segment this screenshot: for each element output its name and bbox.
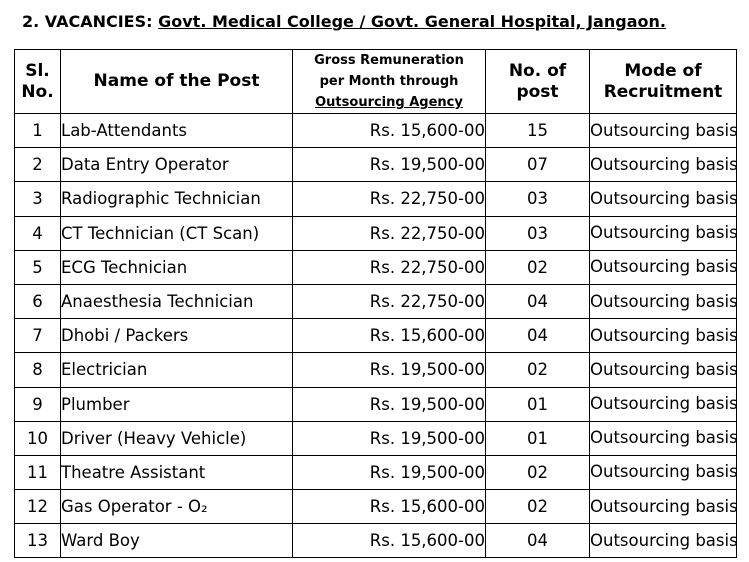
- table-row: [15, 148, 737, 182]
- cell-no-of-post: 02: [486, 250, 590, 284]
- table-row: [15, 284, 737, 318]
- header-sl-no: Sl. No.: [15, 50, 61, 114]
- cell-mode-of-recruitment: Outsourcing basis: [590, 216, 737, 250]
- table-row: [15, 455, 737, 489]
- cell-remuneration: Rs. 22,750-00: [293, 182, 486, 216]
- cell-post-name: Lab-Attendants: [61, 114, 293, 148]
- cell-remuneration: Rs. 15,600-00: [293, 490, 486, 524]
- cell-sl-no: 11: [15, 455, 61, 489]
- cell-no-of-post: 04: [486, 524, 590, 558]
- cell-remuneration: Rs. 19,500-00: [293, 421, 486, 455]
- cell-sl-no: 10: [15, 421, 61, 455]
- cell-sl-no: 13: [15, 524, 61, 558]
- cell-post-name: Radiographic Technician: [61, 182, 293, 216]
- cell-post-name: Electrician: [61, 353, 293, 387]
- section-heading: [22, 12, 666, 31]
- cell-no-of-post: 04: [486, 319, 590, 353]
- cell-remuneration: Rs. 19,500-00: [293, 455, 486, 489]
- cell-mode-of-recruitment: Outsourcing basis: [590, 524, 737, 558]
- cell-remuneration: Rs. 22,750-00: [293, 250, 486, 284]
- heading-prefix: 2. VACANCIES:: [22, 12, 153, 31]
- cell-no-of-post: 01: [486, 387, 590, 421]
- table-row: [15, 524, 737, 558]
- cell-post-name: ECG Technician: [61, 250, 293, 284]
- cell-no-of-post: 07: [486, 148, 590, 182]
- header-mode-of-recruitment: Mode of Recruitment: [590, 50, 737, 114]
- cell-mode-of-recruitment: Outsourcing basis: [590, 250, 737, 284]
- table-row: [15, 319, 737, 353]
- cell-post-name: Ward Boy: [61, 524, 293, 558]
- cell-post-name: Theatre Assistant: [61, 455, 293, 489]
- cell-sl-no: 9: [15, 387, 61, 421]
- cell-sl-no: 12: [15, 490, 61, 524]
- header-no-of-post: No. of post: [486, 50, 590, 114]
- cell-remuneration: Rs. 15,600-00: [293, 319, 486, 353]
- cell-sl-no: 2: [15, 148, 61, 182]
- table-row: [15, 387, 737, 421]
- table-row: [15, 114, 737, 148]
- cell-remuneration: Rs. 22,750-00: [293, 284, 486, 318]
- cell-post-name: Driver (Heavy Vehicle): [61, 421, 293, 455]
- cell-no-of-post: 02: [486, 490, 590, 524]
- header-post-name: Name of the Post: [61, 50, 293, 114]
- cell-remuneration: Rs. 15,600-00: [293, 114, 486, 148]
- cell-sl-no: 5: [15, 250, 61, 284]
- cell-remuneration: Rs. 22,750-00: [293, 216, 486, 250]
- cell-no-of-post: 02: [486, 353, 590, 387]
- table-row: [15, 353, 737, 387]
- cell-mode-of-recruitment: Outsourcing basis: [590, 421, 737, 455]
- cell-mode-of-recruitment: Outsourcing basis: [590, 387, 737, 421]
- cell-no-of-post: 01: [486, 421, 590, 455]
- cell-mode-of-recruitment: Outsourcing basis: [590, 114, 737, 148]
- table-row: [15, 250, 737, 284]
- cell-post-name: CT Technician (CT Scan): [61, 216, 293, 250]
- cell-no-of-post: 15: [486, 114, 590, 148]
- header-gross-remuneration: Gross Remuneration per Month through Outsourcing Agency: [293, 50, 486, 114]
- cell-no-of-post: 02: [486, 455, 590, 489]
- cell-sl-no: 4: [15, 216, 61, 250]
- table-row: [15, 216, 737, 250]
- vacancies-table: [14, 49, 737, 558]
- cell-remuneration: Rs. 19,500-00: [293, 387, 486, 421]
- cell-no-of-post: 03: [486, 182, 590, 216]
- table-header-row: [15, 50, 737, 114]
- cell-no-of-post: 04: [486, 284, 590, 318]
- heading-title: Govt. Medical College / Govt. General Hospital, Jangaon.: [158, 12, 666, 31]
- cell-no-of-post: 03: [486, 216, 590, 250]
- table-row: [15, 490, 737, 524]
- table-row: [15, 421, 737, 455]
- cell-sl-no: 3: [15, 182, 61, 216]
- cell-post-name: Dhobi / Packers: [61, 319, 293, 353]
- table-row: [15, 182, 737, 216]
- cell-mode-of-recruitment: Outsourcing basis: [590, 284, 737, 318]
- cell-post-name: Gas Operator - O₂: [61, 490, 293, 524]
- cell-mode-of-recruitment: Outsourcing basis: [590, 455, 737, 489]
- cell-sl-no: 7: [15, 319, 61, 353]
- cell-mode-of-recruitment: Outsourcing basis: [590, 182, 737, 216]
- cell-mode-of-recruitment: Outsourcing basis: [590, 490, 737, 524]
- cell-sl-no: 8: [15, 353, 61, 387]
- cell-mode-of-recruitment: Outsourcing basis: [590, 319, 737, 353]
- cell-sl-no: 6: [15, 284, 61, 318]
- cell-mode-of-recruitment: Outsourcing basis: [590, 353, 737, 387]
- cell-remuneration: Rs. 19,500-00: [293, 148, 486, 182]
- cell-mode-of-recruitment: Outsourcing basis: [590, 148, 737, 182]
- cell-post-name: Anaesthesia Technician: [61, 284, 293, 318]
- cell-remuneration: Rs. 15,600-00: [293, 524, 486, 558]
- cell-sl-no: 1: [15, 114, 61, 148]
- cell-post-name: Plumber: [61, 387, 293, 421]
- cell-post-name: Data Entry Operator: [61, 148, 293, 182]
- cell-remuneration: Rs. 19,500-00: [293, 353, 486, 387]
